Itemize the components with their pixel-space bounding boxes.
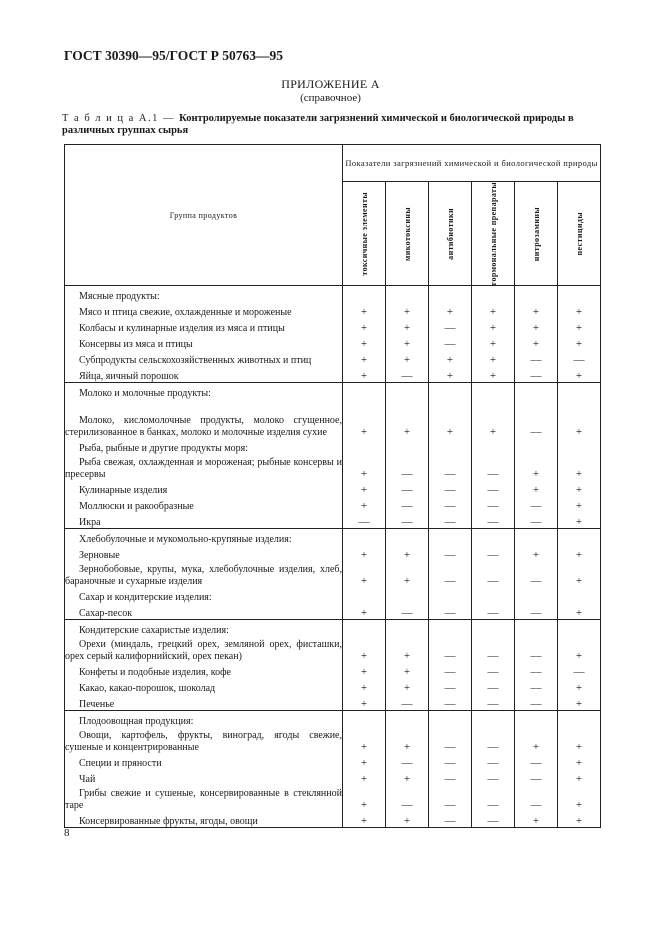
indicator-mark: [515, 383, 558, 400]
indicator-mark: +: [558, 811, 601, 828]
indicator-mark: [343, 438, 386, 454]
indicator-mark: +: [558, 727, 601, 753]
indicator-mark: [515, 711, 558, 728]
indicator-mark: —: [515, 694, 558, 711]
indicator-mark: —: [472, 811, 515, 828]
indicator-mark: —: [386, 753, 429, 769]
category-heading: Хлебобулочные и мукомольно-крупяные изделия:: [65, 529, 343, 546]
indicator-mark: +: [515, 727, 558, 753]
indicator-mark: [472, 529, 515, 546]
column-header-label: токсичные элементы: [359, 191, 369, 276]
indicator-mark: +: [558, 769, 601, 785]
indicator-mark: +: [515, 334, 558, 350]
indicator-mark: [472, 438, 515, 454]
indicator-mark: [558, 383, 601, 400]
product-name: Моллюски и ракообразные: [65, 496, 343, 512]
indicator-mark: +: [343, 636, 386, 662]
indicator-mark: —: [472, 678, 515, 694]
indicator-mark: [515, 438, 558, 454]
column-header-label: микотоксины: [402, 206, 412, 261]
indicator-mark: [558, 286, 601, 303]
table-row: [65, 383, 601, 400]
indicator-mark: +: [558, 318, 601, 334]
indicator-mark: +: [386, 350, 429, 366]
indicator-mark: [343, 529, 386, 546]
indicator-mark: +: [386, 662, 429, 678]
product-name: Колбасы и кулинарные изделия из мяса и птицы: [65, 318, 343, 334]
indicator-mark: +: [558, 512, 601, 529]
indicator-mark: —: [515, 496, 558, 512]
indicator-mark: +: [386, 636, 429, 662]
indicator-mark: +: [558, 694, 601, 711]
table-row: [65, 811, 601, 828]
indicator-mark: +: [343, 302, 386, 318]
table-row: [65, 561, 601, 587]
annex-title: ПРИЛОЖЕНИЕ А: [281, 77, 380, 91]
table-row: [65, 785, 601, 811]
indicator-mark: —: [429, 454, 472, 480]
indicator-mark: +: [515, 454, 558, 480]
indicator-mark: +: [386, 545, 429, 561]
column-header: [429, 182, 472, 286]
indicator-mark: —: [515, 636, 558, 662]
indicator-mark: —: [429, 753, 472, 769]
indicator-mark: +: [386, 334, 429, 350]
indicator-mark: —: [429, 334, 472, 350]
indicator-mark: [386, 711, 429, 728]
indicator-mark: —: [558, 662, 601, 678]
indicator-mark: [558, 620, 601, 637]
table-row: [65, 454, 601, 480]
indicator-mark: [386, 383, 429, 400]
table-caption: [62, 113, 602, 137]
indicator-mark: —: [515, 753, 558, 769]
product-name: Овощи, картофель, фрукты, виноград, ягоды свежие, сушеные и концентрированные: [65, 727, 343, 753]
indicator-mark: [472, 383, 515, 400]
product-name: Зернобобовые, крупы, мука, хлебобулочные изделия, хлеб, бараночные и сухарные изделия: [65, 561, 343, 587]
category-heading: Кондитерские сахаристые изделия:: [65, 620, 343, 637]
indicator-mark: —: [386, 480, 429, 496]
indicator-mark: [343, 286, 386, 303]
product-name: Кулинарные изделия: [65, 480, 343, 496]
column-header-label: антибиотики: [445, 207, 455, 260]
indicator-mark: [386, 286, 429, 303]
table-row: [65, 302, 601, 318]
indicator-mark: —: [515, 785, 558, 811]
indicator-mark: +: [343, 785, 386, 811]
indicator-mark: +: [472, 318, 515, 334]
indicator-mark: [429, 711, 472, 728]
indicator-mark: +: [515, 318, 558, 334]
indicator-mark: —: [515, 399, 558, 438]
indicator-mark: —: [472, 662, 515, 678]
indicator-mark: +: [558, 480, 601, 496]
indicator-mark: [386, 438, 429, 454]
indicator-mark: +: [558, 678, 601, 694]
indicator-mark: [429, 383, 472, 400]
indicator-mark: [472, 620, 515, 637]
indicator-mark: +: [472, 302, 515, 318]
indicator-mark: [472, 587, 515, 603]
indicator-mark: +: [343, 366, 386, 383]
column-header: [386, 182, 429, 286]
column-header-label: нитрозамины: [531, 206, 541, 261]
table-row: [65, 662, 601, 678]
indicator-mark: —: [386, 366, 429, 383]
product-name: Сахар-песок: [65, 603, 343, 620]
indicators-header: Показатели загрязнений химической и биологической природы: [343, 145, 601, 182]
indicator-mark: —: [429, 769, 472, 785]
table-row: [65, 512, 601, 529]
caption-lead: Т а б л и ц а А.1 —: [62, 113, 180, 124]
indicator-mark: +: [429, 350, 472, 366]
table-row: [65, 587, 601, 603]
category-heading: Мясные продукты:: [65, 286, 343, 303]
indicator-mark: +: [343, 694, 386, 711]
indicator-mark: +: [343, 454, 386, 480]
indicator-mark: +: [343, 811, 386, 828]
product-name: Зерновые: [65, 545, 343, 561]
indicator-mark: —: [429, 694, 472, 711]
indicator-mark: +: [386, 811, 429, 828]
indicator-mark: —: [472, 694, 515, 711]
indicator-mark: [343, 383, 386, 400]
product-name: Конфеты и подобные изделия, кофе: [65, 662, 343, 678]
indicator-mark: +: [558, 785, 601, 811]
product-name: Сахар и кондитерские изделия:: [65, 587, 343, 603]
indicator-mark: +: [386, 399, 429, 438]
indicator-mark: —: [386, 785, 429, 811]
indicator-mark: +: [343, 769, 386, 785]
indicator-mark: +: [343, 496, 386, 512]
column-header: [558, 182, 601, 286]
indicator-mark: +: [558, 561, 601, 587]
product-name: Консервы из мяса и птицы: [65, 334, 343, 350]
indicator-mark: —: [558, 350, 601, 366]
table-row: [65, 350, 601, 366]
product-name: Мясо и птица свежие, охлажденные и мороженые: [65, 302, 343, 318]
indicator-mark: [558, 438, 601, 454]
column-header: [343, 182, 386, 286]
indicator-mark: —: [429, 496, 472, 512]
indicator-mark: +: [343, 753, 386, 769]
table-row: [65, 620, 601, 637]
indicator-mark: [515, 286, 558, 303]
table-row: [65, 753, 601, 769]
indicator-mark: +: [386, 678, 429, 694]
indicator-mark: —: [472, 785, 515, 811]
indicator-mark: +: [558, 302, 601, 318]
annex-subtitle: (справочное): [300, 92, 361, 104]
indicator-mark: —: [515, 561, 558, 587]
indicator-mark: —: [429, 603, 472, 620]
product-name: Рыба свежая, охлажденная и мороженая; рыбные консервы и пресервы: [65, 454, 343, 480]
indicator-mark: —: [472, 512, 515, 529]
product-name: Субпродукты сельскохозяйственных животных и птиц: [65, 350, 343, 366]
table-row: [65, 678, 601, 694]
table-row: [65, 438, 601, 454]
indicator-mark: —: [429, 811, 472, 828]
indicator-mark: +: [343, 334, 386, 350]
indicator-mark: —: [386, 496, 429, 512]
indicator-mark: +: [515, 545, 558, 561]
indicator-mark: +: [343, 318, 386, 334]
indicator-mark: —: [472, 496, 515, 512]
indicator-mark: +: [558, 334, 601, 350]
indicator-mark: +: [558, 753, 601, 769]
table-row: [65, 366, 601, 383]
indicator-mark: [558, 529, 601, 546]
column-header: [472, 182, 515, 286]
table-row: [65, 496, 601, 512]
column-header-label: гормональные препараты: [488, 182, 498, 286]
indicator-mark: +: [343, 399, 386, 438]
indicator-mark: [343, 620, 386, 637]
indicator-mark: +: [558, 454, 601, 480]
table-row: [65, 636, 601, 662]
indicator-mark: [429, 529, 472, 546]
indicator-mark: +: [386, 318, 429, 334]
contaminants-table: [64, 144, 601, 828]
indicator-mark: +: [429, 399, 472, 438]
indicator-mark: —: [386, 512, 429, 529]
table-row: [65, 399, 601, 438]
indicator-mark: —: [515, 678, 558, 694]
indicator-mark: +: [343, 662, 386, 678]
indicator-mark: —: [429, 318, 472, 334]
indicator-mark: [429, 286, 472, 303]
indicator-mark: —: [472, 561, 515, 587]
indicator-mark: [429, 438, 472, 454]
table-row: [65, 727, 601, 753]
column-header: [515, 182, 558, 286]
indicator-mark: [558, 587, 601, 603]
indicator-mark: [472, 711, 515, 728]
indicator-mark: —: [429, 512, 472, 529]
table-row: [65, 711, 601, 728]
indicator-mark: +: [429, 366, 472, 383]
indicator-mark: —: [472, 769, 515, 785]
indicator-mark: —: [429, 636, 472, 662]
table-row: [65, 529, 601, 546]
indicator-mark: —: [429, 785, 472, 811]
indicator-mark: +: [558, 545, 601, 561]
indicator-mark: —: [429, 561, 472, 587]
indicator-mark: —: [472, 603, 515, 620]
indicator-mark: +: [343, 545, 386, 561]
indicator-mark: +: [558, 399, 601, 438]
product-name: Печенье: [65, 694, 343, 711]
product-name: Чай: [65, 769, 343, 785]
indicator-mark: +: [472, 350, 515, 366]
indicator-mark: —: [472, 727, 515, 753]
indicator-mark: —: [429, 545, 472, 561]
indicator-mark: +: [515, 480, 558, 496]
indicator-mark: +: [472, 334, 515, 350]
indicator-mark: [429, 587, 472, 603]
indicator-mark: +: [343, 678, 386, 694]
indicator-mark: —: [386, 454, 429, 480]
product-name: Рыба, рыбные и другие продукты моря:: [65, 438, 343, 454]
indicator-mark: —: [472, 454, 515, 480]
indicator-mark: [386, 620, 429, 637]
indicator-mark: [515, 620, 558, 637]
indicator-mark: +: [515, 811, 558, 828]
indicator-mark: —: [429, 727, 472, 753]
indicator-mark: —: [515, 662, 558, 678]
table-row: [65, 480, 601, 496]
indicator-mark: —: [515, 512, 558, 529]
indicator-mark: [343, 587, 386, 603]
indicator-mark: —: [386, 603, 429, 620]
indicator-mark: +: [386, 769, 429, 785]
indicator-mark: +: [472, 366, 515, 383]
indicator-mark: [429, 620, 472, 637]
product-name: Яйца, яичный порошок: [65, 366, 343, 383]
indicator-mark: +: [515, 302, 558, 318]
indicator-mark: +: [558, 366, 601, 383]
page-number: 8: [64, 827, 70, 839]
product-name: Консервированные фрукты, ягоды, овощи: [65, 811, 343, 828]
indicator-mark: —: [472, 480, 515, 496]
category-heading: Плодоовощная продукция:: [65, 711, 343, 728]
product-group-header: Группа продуктов: [65, 145, 343, 286]
indicator-mark: +: [429, 302, 472, 318]
indicator-mark: —: [429, 678, 472, 694]
product-name: Икра: [65, 512, 343, 529]
table-row: [65, 603, 601, 620]
table-row: [65, 694, 601, 711]
product-name: Орехи (миндаль, грецкий орех, земляной орех, фисташки, орех серый калифорнийский, орех пекан): [65, 636, 343, 662]
indicator-mark: [515, 529, 558, 546]
table-row: [65, 545, 601, 561]
indicator-mark: —: [429, 662, 472, 678]
indicator-mark: —: [515, 769, 558, 785]
indicator-mark: +: [386, 727, 429, 753]
indicator-mark: +: [558, 603, 601, 620]
indicator-mark: —: [472, 753, 515, 769]
indicator-mark: —: [472, 636, 515, 662]
table-body: [65, 286, 601, 828]
caption-text: Контролируемые показатели загрязнений химической и биологической природы в различных группах сырья: [62, 113, 574, 136]
product-name: Молоко, кисломолочные продукты, молоко сгущенное, стерилизованное в банках, молоко и молочные изделия сухие: [65, 399, 343, 438]
document-code: ГОСТ 30390—95/ГОСТ Р 50763—95: [64, 48, 283, 63]
product-name: Специи и пряности: [65, 753, 343, 769]
indicator-mark: —: [472, 545, 515, 561]
indicator-mark: +: [558, 636, 601, 662]
table-row: [65, 286, 601, 303]
table-row: [65, 769, 601, 785]
indicator-mark: +: [343, 350, 386, 366]
table-row: [65, 318, 601, 334]
indicator-mark: +: [386, 302, 429, 318]
product-name: Грибы свежие и сушеные, консервированные в стеклянной таре: [65, 785, 343, 811]
indicator-mark: [343, 711, 386, 728]
indicator-mark: —: [515, 366, 558, 383]
product-name: Какао, какао-порошок, шоколад: [65, 678, 343, 694]
category-heading: Молоко и молочные продукты:: [65, 383, 343, 400]
table-row: [65, 334, 601, 350]
indicator-mark: —: [515, 603, 558, 620]
indicator-mark: —: [386, 694, 429, 711]
indicator-mark: [558, 711, 601, 728]
indicator-mark: +: [343, 561, 386, 587]
indicator-mark: —: [429, 480, 472, 496]
indicator-mark: +: [558, 496, 601, 512]
indicator-mark: +: [472, 399, 515, 438]
indicator-mark: —: [515, 350, 558, 366]
indicator-mark: +: [343, 480, 386, 496]
column-header-label: пестициды: [574, 211, 584, 256]
indicator-mark: +: [343, 727, 386, 753]
indicator-mark: [386, 587, 429, 603]
indicator-mark: —: [343, 512, 386, 529]
indicator-mark: +: [386, 561, 429, 587]
indicator-mark: [386, 529, 429, 546]
indicator-mark: [515, 587, 558, 603]
indicator-mark: +: [343, 603, 386, 620]
indicator-mark: [472, 286, 515, 303]
